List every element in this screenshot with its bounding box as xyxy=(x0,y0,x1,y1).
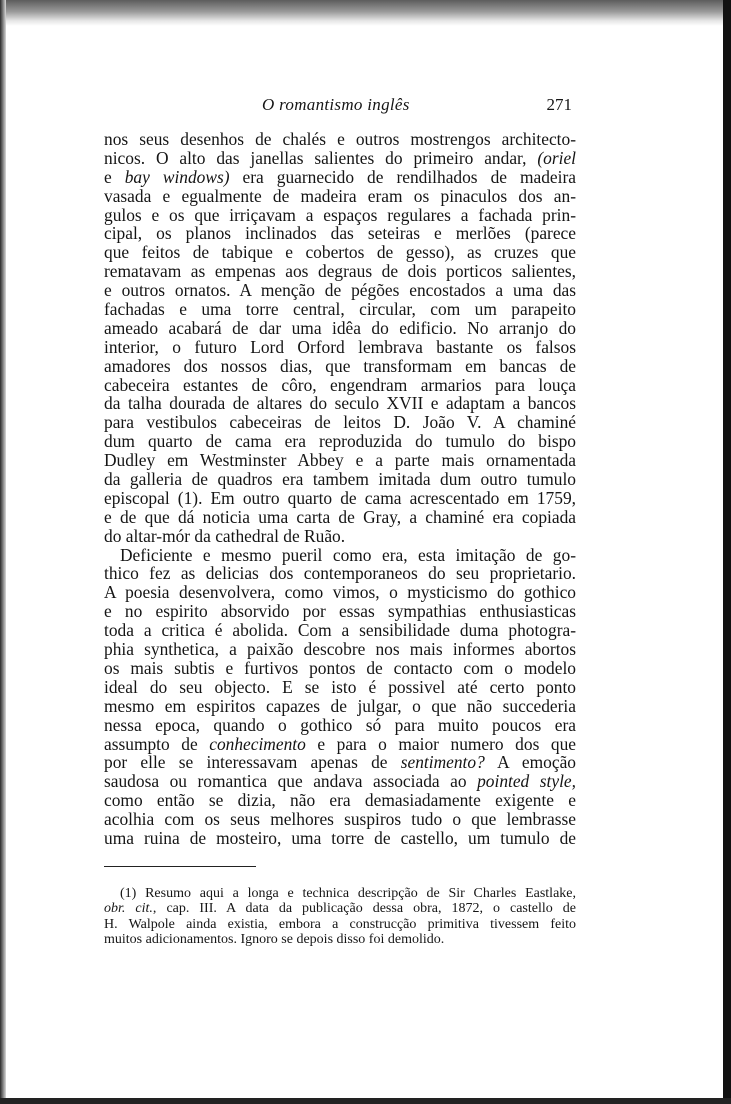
scan-edge-right xyxy=(723,0,731,1104)
text-line: nessa epoca, quando o gothico só para muito poucos era xyxy=(104,714,576,735)
text-line: assumpto de conhecimento e para o maior numero dos que xyxy=(104,733,576,754)
text-line: vasada e egualmente de madeira eram os pinaculos dos an- xyxy=(104,185,576,206)
italic-term: pointed style, xyxy=(477,771,577,792)
text-line: episcopal (1). Em outro quarto de cama acrescentado em 1759, xyxy=(104,487,576,508)
text-line: os mais subtis e furtivos pontos de contacto com o modelo xyxy=(104,657,576,678)
scan-edge-top xyxy=(0,0,731,26)
text-line: thico fez as delicias dos contemporaneos do seu proprietario. xyxy=(104,563,576,584)
text-line: ameado acabará de dar uma idêa do edificio. No arranjo do xyxy=(104,317,576,338)
text-line: cipal, os planos inclinados das seteiras e merlões (parece xyxy=(104,223,576,244)
scan-edge-bottom xyxy=(0,1098,731,1104)
text-line: da galleria de quadros era tambem imitada dum outro tumulo xyxy=(104,469,576,490)
body-text xyxy=(104,130,576,848)
page-header xyxy=(104,95,576,119)
text-line: uma ruina de mosteiro, uma torre de castello, um tumulo de xyxy=(104,827,576,848)
text-line: saudosa ou romantica que andava associada ao pointed style, xyxy=(104,771,577,792)
text-line: fachadas e uma torre central, circular, com um parapeito xyxy=(104,299,576,320)
italic-term: (oriel xyxy=(537,147,576,168)
footnote xyxy=(104,886,576,948)
footnote-line: H. Walpole ainda existia, embora a construcção primitiva tivessem feito xyxy=(104,916,576,932)
text-line: que feitos de tabique e cobertos de gesso), as cruzes que xyxy=(104,242,576,263)
text-line: da talha dourada de altares do seculo XVII e adaptam a bancos xyxy=(104,393,576,414)
italic-term: sentimento? xyxy=(400,752,485,773)
text-line: gulos e os que irriçavam a espaços regulares a fachada prin- xyxy=(104,204,576,225)
text-line: para vestibulos cabeceiras de leitos D. João V. A chaminé xyxy=(104,412,576,433)
text-line: cabeceira estantes de côro, engendram armarios para louça xyxy=(104,374,576,395)
text-line: nicos. O alto das janellas salientes do primeiro andar, (oriel xyxy=(104,147,576,168)
italic-term: conhecimento xyxy=(209,733,306,754)
text-line: Dudley em Westminster Abbey e a parte mais ornamentada xyxy=(104,450,576,471)
footnote-line: muitos adicionamentos. Ignoro se depois disso foi demolido. xyxy=(104,932,445,948)
text-line: toda a critica é abolida. Com a sensibilidade duma photogra- xyxy=(104,620,576,641)
page-number: 271 xyxy=(546,95,572,114)
text-line: por elle se interessavam apenas de sentimento? A emoção xyxy=(104,752,576,773)
italic-term: bay windows) xyxy=(124,166,230,187)
text-line: phia synthetica, a paixão descobre nos mais informes abortos xyxy=(104,639,576,660)
running-title: O romantismo inglês xyxy=(262,95,410,114)
text-line: rematavam as empenas aos degraus de dois porticos salientes, xyxy=(104,261,576,282)
text-line: e bay windows) era guarnecido de rendilhados de madeira xyxy=(104,166,576,187)
text-line: e de que dá noticia uma carta de Gray, a chaminé era copiada xyxy=(104,506,576,527)
text-line: como então se dizia, não era demasiadamente exigente e xyxy=(104,790,576,811)
text-line: e outros ornatos. A menção de pégões encostados a uma das xyxy=(104,280,576,301)
text-line: mesmo em espiritos capazes de julgar, o que não succederia xyxy=(104,695,576,716)
text-line: acolhia com os seus melhores suspiros tudo o que lembrasse xyxy=(104,809,576,830)
text-line: e no espirito absorvido por essas sympathias enthusiasticas xyxy=(104,601,576,622)
italic-term: obr. cit. xyxy=(104,901,153,917)
scan-edge-left xyxy=(0,0,6,1104)
text-line: A poesia desenvolvera, como vimos, o mysticismo do gothico xyxy=(104,582,576,603)
text-line: do altar-mór da cathedral de Ruão. xyxy=(104,525,346,546)
footnote-line: (1) Resumo aqui a longa e technica descripção de Sir Charles Eastlake, xyxy=(120,886,576,901)
footnote-line: obr. cit., cap. III. A data da publicação dessa obra, 1872, o castello de xyxy=(104,901,576,917)
text-line: interior, o futuro Lord Orford lembrava bastante os falsos xyxy=(104,336,576,357)
footnote-divider xyxy=(104,866,256,867)
text-line: ideal do seu objecto. E se isto é possivel até certo ponto xyxy=(104,676,576,697)
text-line: amadores dos nossos dias, que transformam em bancas de xyxy=(104,355,576,376)
text-line: Deficiente e mesmo pueril como era, esta imitação de go- xyxy=(120,544,576,565)
text-line: dum quarto de cama era reproduzida do tumulo do bispo xyxy=(104,431,576,452)
text-line: nos seus desenhos de chalés e outros mostrengos architecto- xyxy=(104,129,576,149)
